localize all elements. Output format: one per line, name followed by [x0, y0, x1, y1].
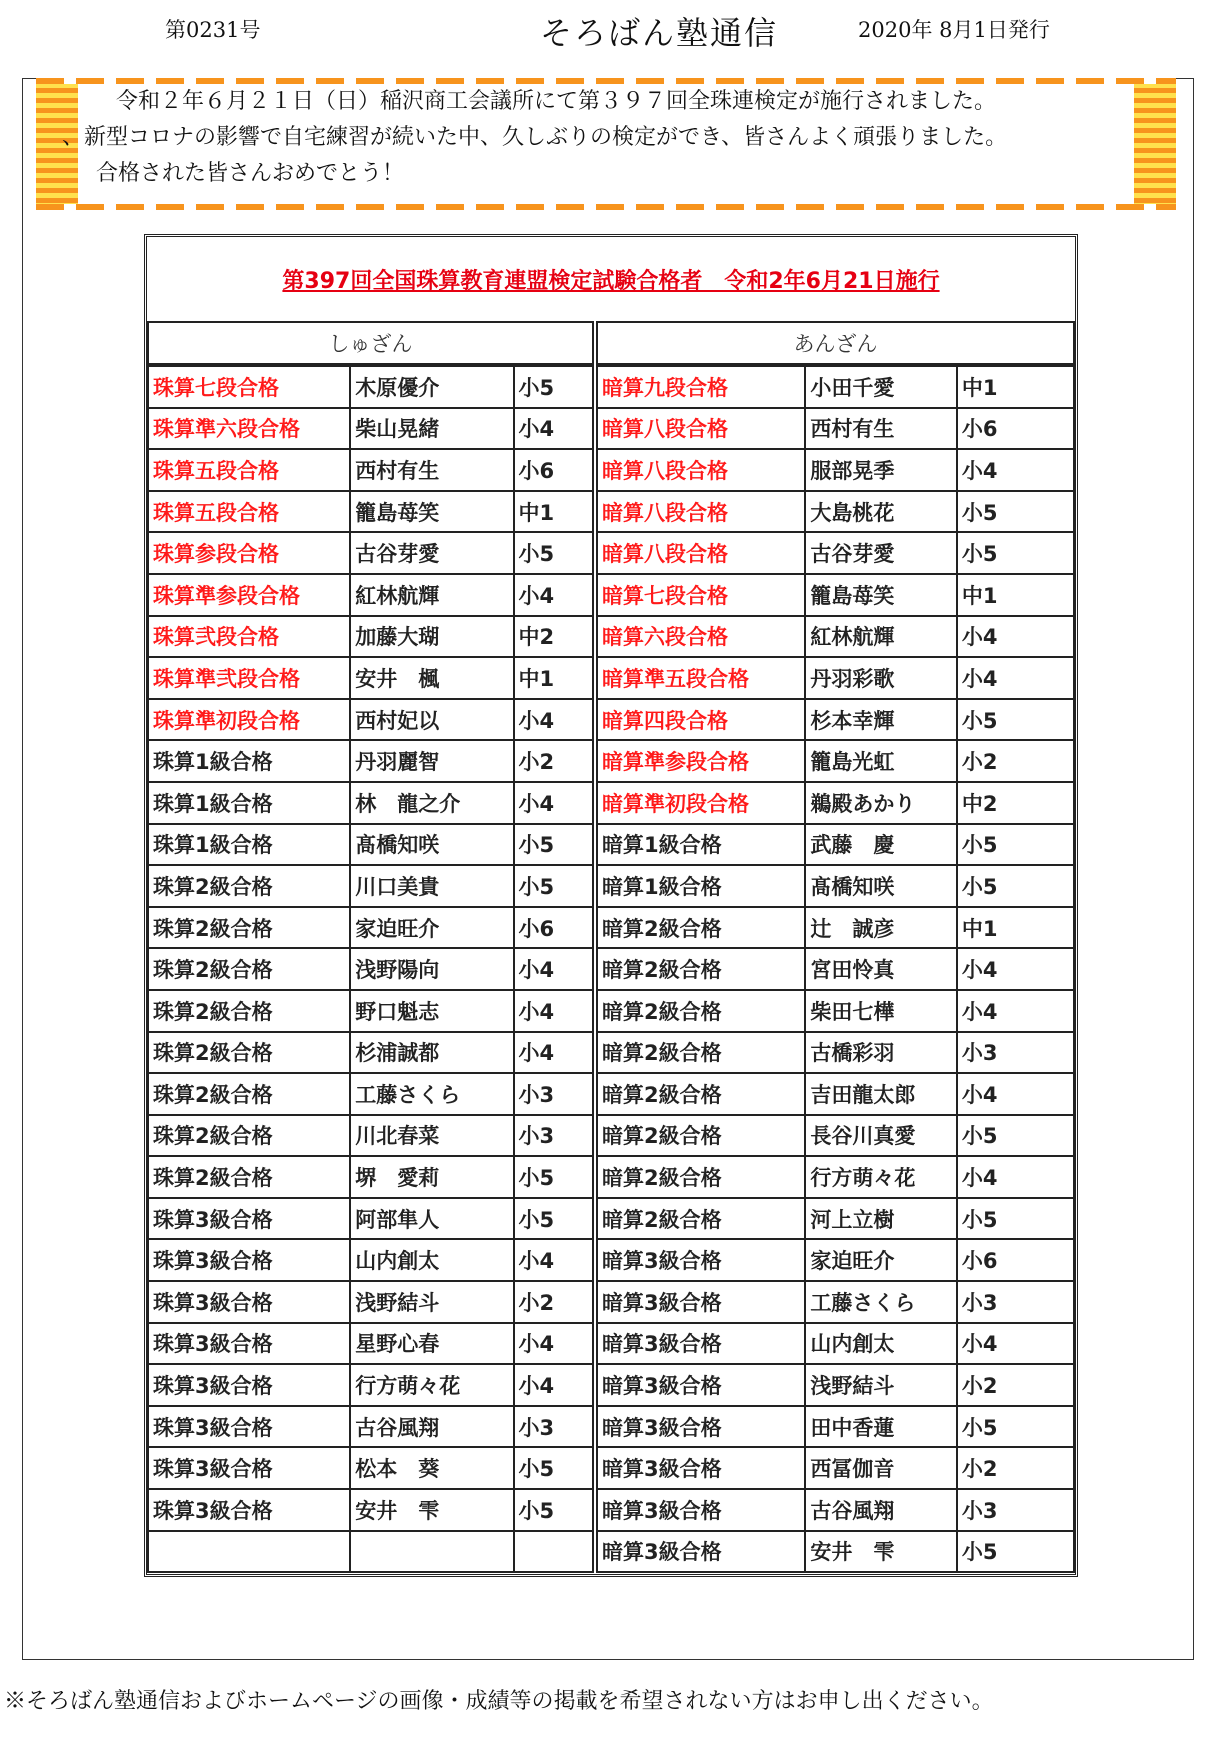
name-cell: 山内創太: [350, 1239, 513, 1281]
school-year-cell: 中1: [957, 365, 1074, 408]
school-year-cell: 小5: [514, 1198, 593, 1240]
school-year-cell: 小5: [957, 824, 1074, 866]
name-cell: 紅林航輝: [805, 616, 957, 658]
table-row: [148, 1073, 593, 1115]
grade-cell: 珠算3級合格: [148, 1198, 350, 1240]
school-year-cell: 小5: [514, 1447, 593, 1489]
anzan-table: [596, 321, 1075, 1573]
table-row: [597, 1489, 1074, 1531]
name-cell: 籠島苺笑: [350, 491, 513, 533]
table-row: [597, 449, 1074, 491]
anzan-header: あんざん: [597, 322, 1074, 365]
table-row: [597, 699, 1074, 741]
table-row: [597, 408, 1074, 450]
grade-cell: 暗算3級合格: [597, 1447, 805, 1489]
table-row: [597, 1239, 1074, 1281]
table-row: [597, 657, 1074, 699]
name-cell: 西冨伽音: [805, 1447, 957, 1489]
grade-cell: 珠算1級合格: [148, 782, 350, 824]
grade-cell: 珠算準弐段合格: [148, 657, 350, 699]
school-year-cell: 小2: [514, 1281, 593, 1323]
grade-cell: 暗算八段合格: [597, 449, 805, 491]
school-year-cell: 小2: [957, 1447, 1074, 1489]
school-year-cell: 小3: [514, 1115, 593, 1157]
table-row: [148, 824, 593, 866]
table-row: [597, 907, 1074, 949]
table-row: [597, 1032, 1074, 1074]
shuzan-header: しゅざん: [148, 322, 593, 365]
table-row: [597, 491, 1074, 533]
name-cell: 行方萌々花: [350, 1364, 513, 1406]
grade-cell: 暗算九段合格: [597, 365, 805, 408]
table-row: [597, 365, 1074, 408]
table-row: [597, 740, 1074, 782]
school-year-cell: [514, 1531, 593, 1573]
school-year-cell: 小5: [957, 699, 1074, 741]
name-cell: 古谷風翔: [350, 1406, 513, 1448]
announcement-banner: [36, 78, 1176, 210]
school-year-cell: 小4: [514, 408, 593, 450]
table-row: [148, 740, 593, 782]
school-year-cell: 小4: [514, 1239, 593, 1281]
grade-cell: 暗算八段合格: [597, 491, 805, 533]
school-year-cell: 小4: [514, 948, 593, 990]
table-row: [148, 1239, 593, 1281]
grade-cell: 暗算3級合格: [597, 1239, 805, 1281]
school-year-cell: 小5: [957, 532, 1074, 574]
name-cell: 阿部隼人: [350, 1198, 513, 1240]
table-row: [597, 948, 1074, 990]
grade-cell: 珠算弐段合格: [148, 616, 350, 658]
name-cell: 古谷芽愛: [350, 532, 513, 574]
name-cell: 古谷芽愛: [805, 532, 957, 574]
name-cell: 大島桃花: [805, 491, 957, 533]
table-row: [148, 1323, 593, 1365]
grade-cell: 暗算八段合格: [597, 408, 805, 450]
banner-line: 令和２年６月２１日（日）稲沢商工会議所にて第３９７回全珠連検定が施行されました。: [116, 89, 997, 114]
table-row: [148, 990, 593, 1032]
school-year-cell: 小4: [514, 990, 593, 1032]
table-row: [597, 1198, 1074, 1240]
grade-cell: 珠算3級合格: [148, 1489, 350, 1531]
table-row: [148, 1156, 593, 1198]
name-cell: 堺 愛莉: [350, 1156, 513, 1198]
grade-cell: 珠算七段合格: [148, 365, 350, 408]
table-row: [597, 1531, 1074, 1573]
school-year-cell: 小5: [514, 365, 593, 408]
table-row: [148, 1115, 593, 1157]
school-year-cell: 小5: [514, 865, 593, 907]
name-cell: 髙橋知咲: [805, 865, 957, 907]
school-year-cell: 小5: [957, 865, 1074, 907]
name-cell: 河上立樹: [805, 1198, 957, 1240]
name-cell: 浅野結斗: [350, 1281, 513, 1323]
name-cell: 丹羽彩歌: [805, 657, 957, 699]
school-year-cell: 小4: [957, 657, 1074, 699]
table-row: [597, 1073, 1074, 1115]
name-cell: [350, 1531, 513, 1573]
name-cell: 杉本幸輝: [805, 699, 957, 741]
grade-cell: [148, 1531, 350, 1573]
school-year-cell: 中1: [957, 907, 1074, 949]
name-cell: 丹羽麗智: [350, 740, 513, 782]
grade-cell: 暗算2級合格: [597, 907, 805, 949]
table-row: [597, 824, 1074, 866]
name-cell: 浅野陽向: [350, 948, 513, 990]
school-year-cell: 小3: [957, 1032, 1074, 1074]
name-cell: 服部晃季: [805, 449, 957, 491]
school-year-cell: 中1: [514, 657, 593, 699]
school-year-cell: 小4: [514, 574, 593, 616]
grade-cell: 暗算2級合格: [597, 990, 805, 1032]
grade-cell: 珠算2級合格: [148, 990, 350, 1032]
table-row: [148, 1406, 593, 1448]
name-cell: 行方萌々花: [805, 1156, 957, 1198]
name-cell: 籠島光虹: [805, 740, 957, 782]
grade-cell: 珠算3級合格: [148, 1323, 350, 1365]
grade-cell: 暗算2級合格: [597, 1156, 805, 1198]
table-row: [597, 616, 1074, 658]
school-year-cell: 小5: [957, 491, 1074, 533]
table-row: [597, 1447, 1074, 1489]
table-row: [597, 865, 1074, 907]
name-cell: 小田千愛: [805, 365, 957, 408]
name-cell: 髙橋知咲: [350, 824, 513, 866]
shuzan-table: [147, 321, 594, 1573]
school-year-cell: 小6: [514, 907, 593, 949]
name-cell: 山内創太: [805, 1323, 957, 1365]
table-row: [148, 532, 593, 574]
school-year-cell: 小3: [514, 1073, 593, 1115]
school-year-cell: 小2: [957, 740, 1074, 782]
grade-cell: 珠算準参段合格: [148, 574, 350, 616]
grade-cell: 珠算3級合格: [148, 1364, 350, 1406]
table-row: [148, 449, 593, 491]
school-year-cell: 小4: [514, 1032, 593, 1074]
name-cell: 西村有生: [350, 449, 513, 491]
grade-cell: 暗算3級合格: [597, 1281, 805, 1323]
school-year-cell: 小4: [957, 1073, 1074, 1115]
table-row: [148, 907, 593, 949]
name-cell: 武藤 慶: [805, 824, 957, 866]
grade-cell: 暗算2級合格: [597, 1073, 805, 1115]
grade-cell: 珠算3級合格: [148, 1281, 350, 1323]
school-year-cell: 小3: [957, 1489, 1074, 1531]
grade-cell: 珠算2級合格: [148, 1073, 350, 1115]
table-row: [148, 491, 593, 533]
name-cell: 古谷風翔: [805, 1489, 957, 1531]
school-year-cell: 小3: [514, 1406, 593, 1448]
table-row: [597, 532, 1074, 574]
school-year-cell: 小5: [957, 1198, 1074, 1240]
name-cell: 安井 雫: [350, 1489, 513, 1531]
table-row: [148, 1032, 593, 1074]
name-cell: 工藤さくら: [805, 1281, 957, 1323]
grade-cell: 珠算2級合格: [148, 1115, 350, 1157]
table-row: [148, 1447, 593, 1489]
school-year-cell: 小6: [957, 1239, 1074, 1281]
school-year-cell: 小5: [514, 1489, 593, 1531]
name-cell: 柴田七樺: [805, 990, 957, 1032]
name-cell: 吉田龍太郎: [805, 1073, 957, 1115]
grade-cell: 暗算3級合格: [597, 1489, 805, 1531]
school-year-cell: 小3: [957, 1281, 1074, 1323]
name-cell: 鵜殿あかり: [805, 782, 957, 824]
grade-cell: 暗算準初段合格: [597, 782, 805, 824]
school-year-cell: 小4: [957, 1156, 1074, 1198]
name-cell: 工藤さくら: [350, 1073, 513, 1115]
grade-cell: 暗算2級合格: [597, 1115, 805, 1157]
school-year-cell: 小5: [514, 1156, 593, 1198]
name-cell: 西村妃以: [350, 699, 513, 741]
school-year-cell: 小5: [957, 1531, 1074, 1573]
school-year-cell: 小4: [957, 990, 1074, 1032]
school-year-cell: 小5: [514, 532, 593, 574]
name-cell: 星野心春: [350, 1323, 513, 1365]
name-cell: 田中香蓮: [805, 1406, 957, 1448]
grade-cell: 珠算3級合格: [148, 1406, 350, 1448]
table-row: [148, 616, 593, 658]
grade-cell: 暗算2級合格: [597, 1198, 805, 1240]
name-cell: 杉浦誠都: [350, 1032, 513, 1074]
name-cell: 安井 雫: [805, 1531, 957, 1573]
table-row: [597, 1281, 1074, 1323]
school-year-cell: 小4: [514, 1364, 593, 1406]
table-row: [148, 408, 593, 450]
table-row: [148, 365, 593, 408]
name-cell: 西村有生: [805, 408, 957, 450]
grade-cell: 珠算準六段合格: [148, 408, 350, 450]
table-row: [597, 1156, 1074, 1198]
issue-date: 2020年 8月1日発行: [858, 18, 1050, 42]
grade-cell: 暗算四段合格: [597, 699, 805, 741]
school-year-cell: 小5: [957, 1406, 1074, 1448]
school-year-cell: 小4: [957, 948, 1074, 990]
issue-number: 第0231号: [165, 18, 261, 42]
table-row: [597, 990, 1074, 1032]
grade-cell: 珠算参段合格: [148, 532, 350, 574]
banner-line: 合格された皆さんおめでとう！: [96, 161, 405, 186]
grade-cell: 珠算1級合格: [148, 824, 350, 866]
school-year-cell: 小6: [957, 408, 1074, 450]
grade-cell: 暗算3級合格: [597, 1323, 805, 1365]
name-cell: 野口魁志: [350, 990, 513, 1032]
name-cell: 松本 葵: [350, 1447, 513, 1489]
grade-cell: 暗算六段合格: [597, 616, 805, 658]
school-year-cell: 中2: [514, 616, 593, 658]
table-row: [148, 1531, 593, 1573]
grade-cell: 暗算準参段合格: [597, 740, 805, 782]
name-cell: 加藤大瑚: [350, 616, 513, 658]
results-table: [144, 234, 1078, 1577]
name-cell: 籠島苺笑: [805, 574, 957, 616]
table-title: 第397回全国珠算教育連盟検定試験合格者 令和2年6月21日施行: [282, 268, 940, 294]
name-cell: 川北春菜: [350, 1115, 513, 1157]
table-row: [597, 1364, 1074, 1406]
grade-cell: 珠算五段合格: [148, 491, 350, 533]
name-cell: 宮田怜真: [805, 948, 957, 990]
school-year-cell: 小5: [957, 1115, 1074, 1157]
name-cell: 紅林航輝: [350, 574, 513, 616]
table-row: [148, 1364, 593, 1406]
table-row: [148, 657, 593, 699]
name-cell: 柴山晃緒: [350, 408, 513, 450]
school-year-cell: 中1: [957, 574, 1074, 616]
table-row: [597, 1406, 1074, 1448]
school-year-cell: 小2: [514, 740, 593, 782]
grade-cell: 珠算3級合格: [148, 1447, 350, 1489]
grade-cell: 暗算八段合格: [597, 532, 805, 574]
grade-cell: 暗算3級合格: [597, 1531, 805, 1573]
name-cell: 家迫旺介: [350, 907, 513, 949]
table-row: [597, 574, 1074, 616]
school-year-cell: 小4: [957, 616, 1074, 658]
name-cell: 古橋彩羽: [805, 1032, 957, 1074]
name-cell: 浅野結斗: [805, 1364, 957, 1406]
table-row: [597, 1323, 1074, 1365]
school-year-cell: 小4: [514, 782, 593, 824]
newsletter-title: そろばん塾通信: [540, 14, 779, 52]
school-year-cell: 小4: [957, 1323, 1074, 1365]
school-year-cell: 中2: [957, 782, 1074, 824]
table-row: [148, 1281, 593, 1323]
school-year-cell: 小6: [514, 449, 593, 491]
grade-cell: 珠算2級合格: [148, 948, 350, 990]
table-row: [148, 699, 593, 741]
name-cell: 川口美貴: [350, 865, 513, 907]
grade-cell: 珠算2級合格: [148, 1032, 350, 1074]
grade-cell: 珠算2級合格: [148, 1156, 350, 1198]
grade-cell: 暗算3級合格: [597, 1406, 805, 1448]
footer-note: ※そろばん塾通信およびホームページの画像・成績等の掲載を希望されない方はお申し出ください。: [4, 1689, 994, 1714]
school-year-cell: 小4: [957, 449, 1074, 491]
grade-cell: 暗算2級合格: [597, 948, 805, 990]
school-year-cell: 小5: [514, 824, 593, 866]
grade-cell: 暗算1級合格: [597, 824, 805, 866]
table-row: [597, 1115, 1074, 1157]
table-row: [148, 1198, 593, 1240]
table-row: [148, 782, 593, 824]
table-row: [148, 1489, 593, 1531]
grade-cell: 暗算3級合格: [597, 1364, 805, 1406]
grade-cell: 暗算2級合格: [597, 1032, 805, 1074]
table-row: [597, 782, 1074, 824]
grade-cell: 珠算2級合格: [148, 907, 350, 949]
school-year-cell: 中1: [514, 491, 593, 533]
grade-cell: 暗算1級合格: [597, 865, 805, 907]
grade-cell: 珠算1級合格: [148, 740, 350, 782]
grade-cell: 珠算準初段合格: [148, 699, 350, 741]
grade-cell: 暗算七段合格: [597, 574, 805, 616]
banner-line: 、新型コロナの影響で自宅練習が続いた中、久しぶりの検定ができ、皆さんよく頑張りました。: [62, 125, 1008, 150]
grade-cell: 珠算五段合格: [148, 449, 350, 491]
table-row: [148, 574, 593, 616]
table-row: [148, 865, 593, 907]
grade-cell: 珠算3級合格: [148, 1239, 350, 1281]
school-year-cell: 小4: [514, 699, 593, 741]
name-cell: 安井 楓: [350, 657, 513, 699]
name-cell: 林 龍之介: [350, 782, 513, 824]
name-cell: 木原優介: [350, 365, 513, 408]
name-cell: 辻 誠彦: [805, 907, 957, 949]
school-year-cell: 小4: [514, 1323, 593, 1365]
grade-cell: 暗算準五段合格: [597, 657, 805, 699]
name-cell: 長谷川真愛: [805, 1115, 957, 1157]
name-cell: 家迫旺介: [805, 1239, 957, 1281]
grade-cell: 珠算2級合格: [148, 865, 350, 907]
table-row: [148, 948, 593, 990]
school-year-cell: 小2: [957, 1364, 1074, 1406]
